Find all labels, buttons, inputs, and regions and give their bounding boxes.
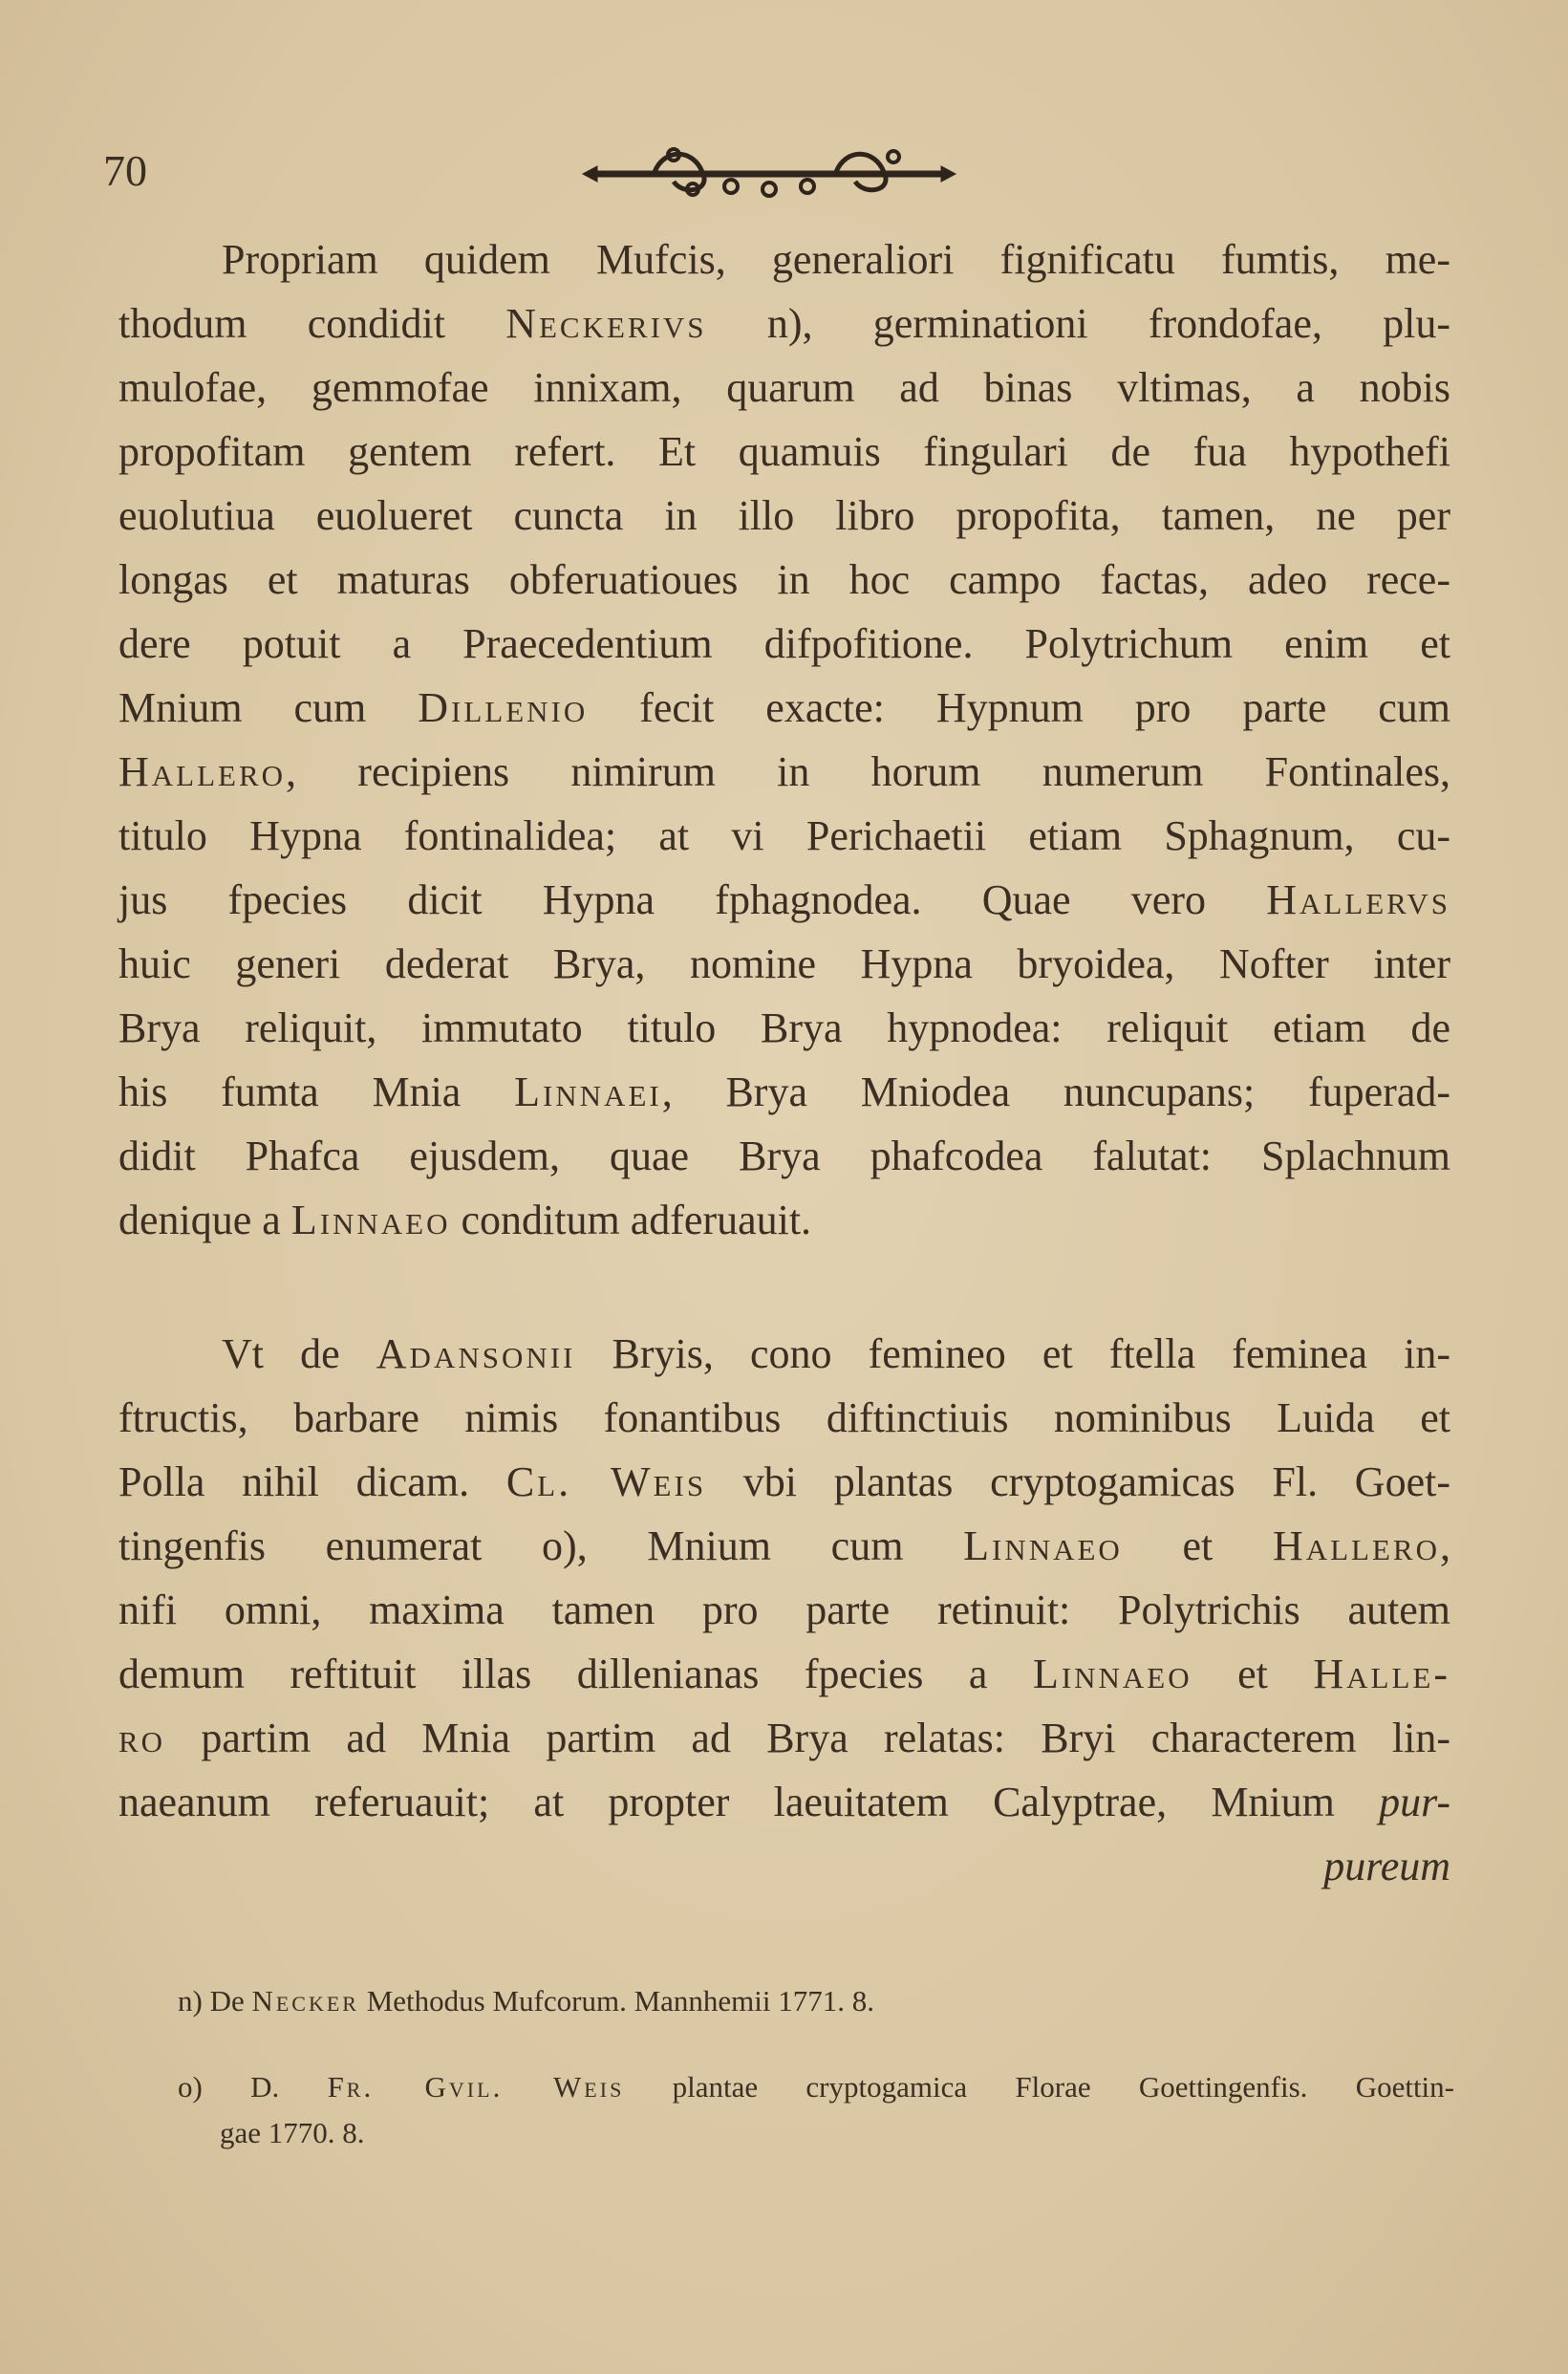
small-caps-name: Neckerivs: [505, 300, 707, 347]
text-segment: n) De: [178, 1984, 252, 2018]
text-line: [118, 356, 1450, 420]
text-segment: longas et maturas obferuatioues in hoc campo factas, adeo rece-: [118, 556, 1450, 603]
paragraph-2: [118, 1322, 1450, 1898]
text-segment: denique a: [118, 1197, 291, 1243]
text-segment: thodum condidit: [118, 300, 506, 347]
italic-text: pureum: [1323, 1843, 1450, 1889]
text-segment: dere potuit a Praecedentium difpofitione. Polytrichum enim et: [118, 620, 1450, 667]
text-segment: o) D.: [178, 2070, 328, 2104]
text-line: [118, 1450, 1450, 1514]
text-line: [118, 1770, 1450, 1834]
text-line: [118, 548, 1450, 612]
text-segment: Bryis, cono femineo et ftella feminea in-: [575, 1330, 1450, 1377]
text-segment: Vt de: [222, 1330, 376, 1377]
small-caps-name: ro: [118, 1715, 166, 1761]
footnote-n: [178, 1978, 1454, 2024]
text-line: [118, 612, 1450, 676]
text-line: [118, 1124, 1450, 1188]
small-caps-name: Linnaei: [514, 1068, 662, 1115]
italic-text: pur-: [1379, 1779, 1450, 1825]
text-line: [178, 2110, 1454, 2156]
text-segment: , recipiens nimirum in horum numerum Fontinales,: [286, 748, 1450, 795]
text-segment: et: [1122, 1522, 1273, 1569]
small-caps-name: Linnaeo: [1032, 1651, 1192, 1697]
text-segment: propofitam gentem refert. Et quamuis fingulari de fua hypothefi: [118, 428, 1450, 475]
text-segment: ftructis, barbare nimis fonantibus diftinctiuis nominibus Luida et: [118, 1394, 1450, 1441]
paragraph-1: [118, 227, 1450, 1252]
text-segment: Methodus Mufcorum. Mannhemii 1771. 8.: [358, 1984, 874, 2018]
text-line: [118, 868, 1450, 932]
small-caps-name: Hallero: [118, 748, 287, 795]
text-line: [118, 740, 1450, 804]
text-line: [118, 1386, 1450, 1450]
text-segment: Brya reliquit, immutato titulo Brya hypnodea: reliquit etiam de: [118, 1004, 1450, 1051]
text-line: [118, 1322, 1450, 1386]
page-number: 70: [103, 146, 147, 195]
text-segment: ,: [1439, 1522, 1450, 1569]
text-line: [118, 932, 1450, 996]
text-segment: et: [1192, 1651, 1314, 1697]
text-line: [118, 1060, 1450, 1124]
text-line: [118, 1514, 1450, 1578]
text-segment: euolutiua euolueret cuncta in illo libro propofita, tamen, ne per: [118, 492, 1450, 539]
text-line: [118, 804, 1450, 868]
text-line: [178, 1978, 1454, 2024]
text-segment: Propriam quidem Mufcis, generaliori fignificatu fumtis, me-: [222, 236, 1450, 283]
small-caps-name: Necker: [251, 1984, 359, 2018]
small-caps-name: Linnaeo: [290, 1197, 451, 1243]
text-line: [118, 484, 1450, 548]
text-segment: demum reftituit illas dillenianas fpecies a: [118, 1651, 1033, 1697]
small-caps-name: Hallero: [1272, 1522, 1440, 1569]
text-segment: naeanum referuauit; at propter laeuitatem Calyptrae, Mnium: [118, 1779, 1380, 1825]
text-segment: tingenfis enumerat o), Mnium cum: [118, 1522, 964, 1569]
text-segment: plantae cryptogamica Florae Goettingenfis. Goettin-: [624, 2070, 1454, 2104]
small-caps-name: Cl. Weis: [505, 1458, 707, 1505]
text-segment: n), germinationi frondofae, plu-: [706, 300, 1450, 347]
text-segment: conditum adferuauit.: [450, 1197, 812, 1243]
text-line: [118, 291, 1450, 356]
text-segment: fecit exacte: Hypnum pro parte cum: [588, 684, 1451, 731]
text-line: [118, 1834, 1450, 1898]
text-segment: vbi plantas cryptogamicas Fl. Goet-: [706, 1458, 1450, 1505]
text-line: [118, 227, 1450, 291]
text-line: [118, 1706, 1450, 1770]
text-segment: gae 1770. 8.: [220, 2116, 365, 2149]
text-line: [178, 2064, 1454, 2110]
small-caps-name: Fr. Gvil. Weis: [327, 2070, 625, 2104]
text-segment: mulofae, gemmofae innixam, quarum ad binas vltimas, a nobis: [118, 364, 1450, 411]
text-segment: Polla nihil dicam.: [118, 1458, 506, 1505]
text-segment: partim ad Mnia partim ad Brya relatas: Bryi characterem lin-: [165, 1715, 1450, 1761]
text-segment: his fumta Mnia: [118, 1068, 515, 1115]
text-line: [118, 996, 1450, 1060]
small-caps-name: Hallervs: [1266, 876, 1450, 923]
text-line: [118, 420, 1450, 484]
text-segment: Mnium cum: [118, 684, 419, 731]
text-line: [118, 676, 1450, 740]
text-segment: titulo Hypna fontinalidea; at vi Perichaetii etiam Sphagnum, cu-: [118, 812, 1450, 859]
text-segment: jus fpecies dicit Hypna fphagnodea. Quae vero: [118, 876, 1267, 923]
text-segment: huic generi dederat Brya, nomine Hypna bryoidea, Nofter inter: [118, 940, 1450, 987]
text-segment: nifi omni, maxima tamen pro parte retinuit: Polytrichis autem: [118, 1586, 1450, 1633]
text-line: [118, 1642, 1450, 1706]
text-line: [118, 1578, 1450, 1642]
footnote-o: [178, 2064, 1454, 2156]
small-caps-name: Adansonii: [376, 1330, 576, 1377]
text-line: [118, 1188, 1450, 1252]
small-caps-name: Dillenio: [418, 684, 589, 731]
small-caps-name: Linnaeo: [963, 1522, 1123, 1569]
header-ornament-icon: [578, 143, 960, 210]
text-segment: didit Phafca ejusdem, quae Brya phafcodea falutat: Splachnum: [118, 1133, 1450, 1179]
text-segment: , Brya Mniodea nuncupans; fuperad-: [661, 1068, 1451, 1115]
small-caps-name: Halle-: [1313, 1651, 1450, 1697]
